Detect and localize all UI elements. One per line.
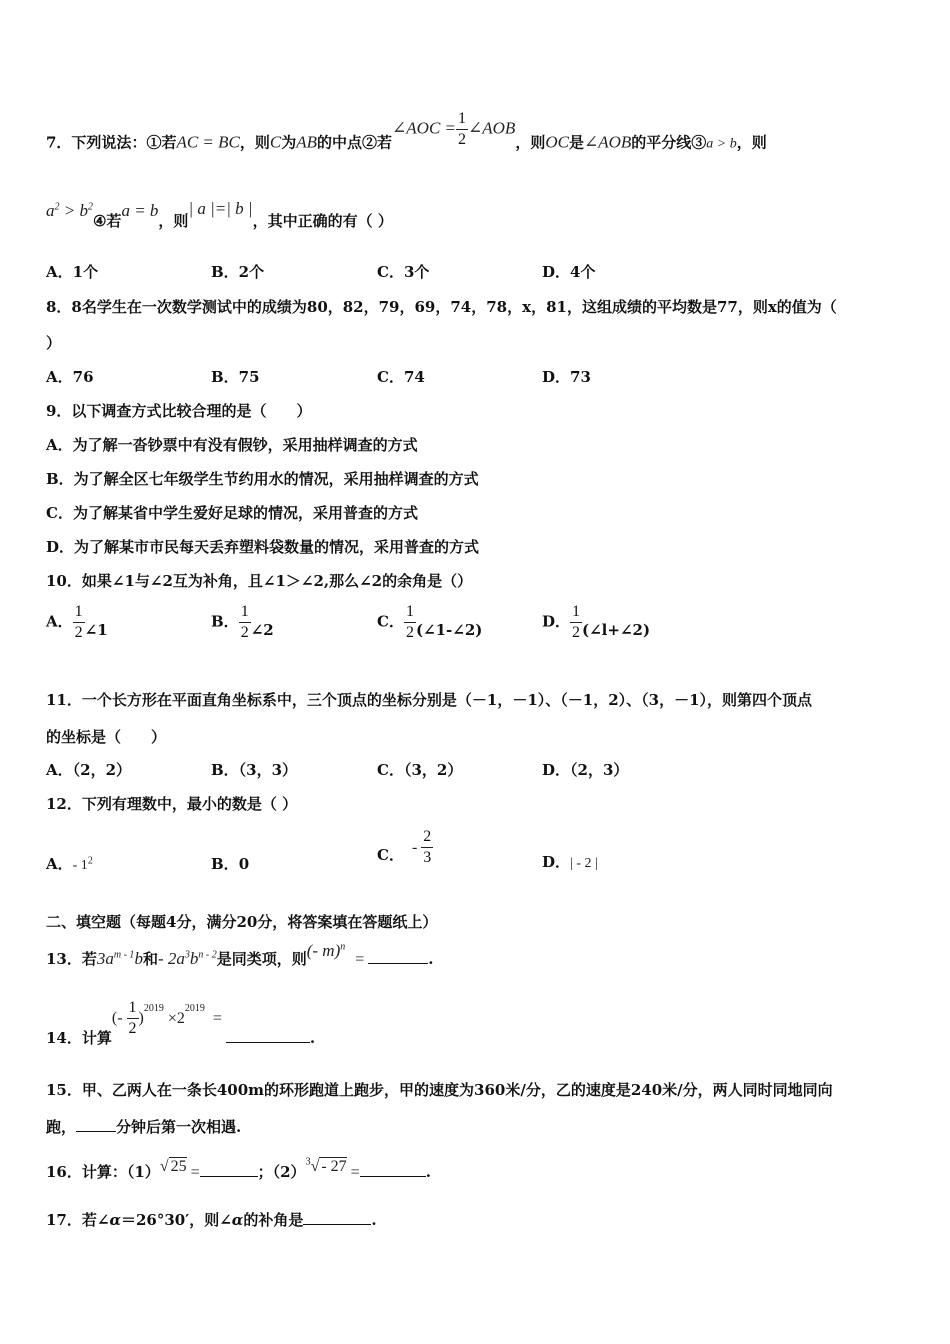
q12-option-b [211, 853, 249, 874]
q15-answer-blank[interactable] [76, 1117, 116, 1132]
q17-alpha: α [109, 1211, 121, 1229]
q10-frac-a [73, 604, 85, 641]
q7-line2 [46, 199, 393, 231]
q10-frac-den: 2 [405, 624, 414, 641]
q14-answer-blank[interactable] [226, 1028, 310, 1043]
q16-eq1: = [190, 1164, 200, 1181]
q7-frac-num: 1 [456, 111, 468, 130]
q13-e2-mid: b [189, 949, 199, 968]
q7-text: 的平分线③ [631, 133, 707, 152]
q7-fraction [456, 111, 468, 148]
q16-answer-blank-1[interactable] [200, 1162, 258, 1177]
q15-text: 跑， [46, 1118, 77, 1136]
q10-frac-num: 1 [404, 604, 416, 623]
q14-eq: = [212, 1009, 222, 1027]
q17-text: ＝26°30′，则∠ [121, 1211, 232, 1229]
q11-option-d: D．（2，3） [542, 761, 629, 779]
q7-sq-exp-b: 2 [87, 201, 93, 213]
q13-text: 和 [142, 950, 158, 968]
q7-text: ，则 [736, 133, 767, 152]
q7-option-d: D．4个 [542, 263, 596, 281]
q7-math-c: C [269, 132, 282, 152]
q10-expr-a: ∠1 [84, 620, 108, 639]
q9-option-b: B．为了解全区七年级学生节约用水的情况，采用抽样调查的方式 [46, 470, 479, 488]
q9-option-a: A．为了解一沓钞票中有没有假钞，采用抽样调查的方式 [46, 436, 418, 454]
q16-text: 16．计算：（1） [46, 1163, 160, 1181]
q10-stem: 10．如果∠1与∠2互为补角，且∠1＞∠2,那么∠2的余角是（） [46, 572, 473, 590]
q13-answer-blank[interactable] [368, 949, 428, 964]
q11-stem: 11．一个长方形在平面直角坐标系中，三个顶点的坐标分别是（－1，－1）、（－1，2）、（3，－1），则第四个顶点 [46, 691, 813, 709]
q7-option-b: B．2个 [211, 263, 265, 281]
q11-option-a: A．（2，2） [46, 761, 132, 779]
q10-frac-c [404, 604, 416, 641]
q16-line [46, 1156, 431, 1182]
q12-label-d: D． [542, 853, 571, 871]
q8-option-a: A．76 [46, 368, 94, 386]
q14-line [46, 999, 316, 1047]
q7-text: ④若 [92, 212, 122, 230]
q16-cbrt: $^3$√ - 27 [305, 1156, 347, 1175]
q17-text: . [371, 1211, 377, 1229]
q7-sq-a: a [46, 201, 55, 220]
q7-option-a: A．1个 [46, 263, 99, 281]
q10-expr-d: (∠l+∠2) [582, 620, 651, 639]
q14-text: . [309, 1028, 316, 1047]
q12-label-c: C． [377, 845, 404, 864]
q12-label-b: B． [211, 855, 239, 873]
q10-frac-den: 2 [572, 624, 581, 641]
q10-expr-b: ∠2 [250, 620, 274, 639]
q12-c-sign: - [411, 838, 418, 856]
q13-e2-base: - 2a [157, 949, 185, 968]
q7-math-ac-bc: AC = BC [176, 132, 240, 152]
q14-close: ) [138, 1009, 144, 1027]
q13-eq: = [355, 951, 365, 968]
q10-frac-num: 1 [570, 604, 582, 623]
q7-frac-den: 2 [458, 131, 467, 148]
q16-sqrt: √ 25 [159, 1158, 187, 1175]
q13-e2-exp2: n - 2 [198, 949, 217, 961]
q12-c-num: 2 [421, 829, 433, 848]
q7-math-oc: OC [545, 132, 569, 152]
q13-text: . [428, 950, 434, 968]
q14-text: 14．计算 [46, 1028, 112, 1047]
q10-label-c: C． [377, 612, 404, 631]
q10-frac-den: 2 [240, 624, 249, 641]
q7-sq-b: > b [59, 201, 88, 220]
q10-frac-b [239, 604, 251, 641]
q12-frac-c [421, 829, 433, 866]
q14-frac-den: 2 [128, 1020, 137, 1037]
q7-text: 为 [281, 133, 297, 152]
q10-frac-num: 1 [73, 604, 85, 623]
q14-fraction [127, 1000, 139, 1037]
q7-line1 [46, 110, 767, 162]
q15-text: 分钟后第一次相遇. [116, 1118, 242, 1136]
q12-label-a: A． [46, 855, 73, 873]
q16-eq2: = [350, 1164, 360, 1181]
q16-answer-blank-2[interactable] [360, 1162, 426, 1177]
q10-option-d [542, 604, 650, 641]
q9-stem: 9．以下调查方式比较合理的是（ ） [46, 402, 312, 420]
q10-frac-d [570, 604, 582, 641]
q12-expr-d: | - 2 | [570, 856, 598, 871]
q10-label-b: B． [211, 612, 239, 631]
q7-math-abs: | a |=| b | [188, 199, 253, 218]
q16-radicand1: 25 [170, 1158, 187, 1175]
q13-expr1 [97, 949, 143, 968]
q11-option-b: B．（3，3） [211, 761, 298, 779]
q17-answer-blank[interactable] [303, 1210, 371, 1225]
q7-option-c: C．3个 [377, 263, 430, 281]
q12-stem: 12．下列有理数中，最小的数是（ ） [46, 795, 298, 813]
q7-math-a-eq-b: a = b [121, 201, 159, 220]
q8-stem: 8．8名学生在一次数学测试中的成绩为80，82，79，69，74，78，x，81，这组成绩的平均数是77，则x的值为（ [46, 298, 837, 316]
q12-a-exp: 2 [87, 855, 93, 867]
q13-expr2 [158, 949, 217, 968]
section-fill-in-heading: 二、填空题（每题4分，满分20分，将答案填在答题纸上） [46, 913, 438, 931]
q10-frac-den: 2 [74, 624, 83, 641]
q7-math-aob2: ∠AOB [583, 132, 632, 152]
q8-option-d: D．73 [542, 368, 591, 386]
q10-option-a [46, 604, 108, 641]
q16-radicand2: - 27 [321, 1158, 347, 1175]
q13-expr3 [307, 941, 346, 960]
q13-e1-tail: b [134, 949, 143, 968]
q15-stem: 15．甲、乙两人在一条长400m的环形跑道上跑步，甲的速度为360米/分，乙的速度是240米/分，两人同时同地同向 [46, 1081, 833, 1099]
q12-option-c [377, 829, 433, 866]
q13-e3-exp: n [340, 941, 346, 953]
q8-option-b: B．75 [211, 368, 260, 386]
q7-text: 是 [568, 133, 584, 152]
q7-angle-equation [392, 111, 515, 148]
q9-option-c: C．为了解某省中学生爱好足球的情况，采用普查的方式 [46, 504, 418, 522]
q12-expr-b: 0 [238, 855, 250, 873]
q16-index: 3 [305, 1156, 311, 1168]
q14-open: (- [111, 1009, 123, 1027]
q14-exp2: 2019 [184, 1002, 205, 1014]
q17-text: 17．若∠ [46, 1211, 110, 1229]
q12-option-d [542, 851, 598, 872]
q10-label-a: A． [46, 612, 73, 631]
q12-option-a [46, 853, 93, 874]
q7-text: ，其中正确的有（ ） [252, 212, 393, 230]
q12-c-den: 3 [423, 849, 432, 866]
q12-expr-a [72, 855, 93, 873]
q7-sq-exp-a: 2 [54, 201, 60, 213]
q8-stem-cont: ） [46, 334, 62, 352]
q17-line [46, 1209, 377, 1230]
q9-option-d: D．为了解某市市民每天丢弃塑料袋数量的情况，采用普查的方式 [46, 538, 480, 556]
q11-stem-cont: 的坐标是（ ） [46, 728, 167, 746]
q7-text: ，则 [515, 133, 546, 152]
q16-text: ；（2） [257, 1163, 306, 1181]
q14-exp1: 2019 [143, 1002, 164, 1014]
q17-alpha: α [231, 1211, 244, 1229]
q16-text: . [425, 1163, 431, 1181]
q7-math-aoc: ∠AOC = [392, 118, 457, 138]
q7-text: 7．下列说法：①若 [46, 133, 177, 152]
q7-math-squares [46, 201, 93, 220]
q13-text: 是同类项，则 [216, 950, 307, 968]
q10-option-c [377, 604, 482, 641]
q17-text: 的补角是 [243, 1211, 304, 1229]
q12-a-base: - 1 [72, 858, 88, 873]
q13-e1-exp: m - 1 [113, 949, 135, 961]
q7-text: ，则 [239, 133, 270, 152]
q7-math-a-gt-b: a > b [706, 136, 737, 152]
q14-times: ×2 [167, 1009, 185, 1027]
q7-text: ，则 [158, 212, 189, 230]
q10-option-b [211, 604, 274, 641]
q8-option-c: C．74 [377, 368, 425, 386]
q15-stem-cont [46, 1116, 241, 1137]
q7-math-ab: AB [296, 132, 318, 152]
q11-option-c: C．（3，2） [377, 761, 463, 779]
q13-text: 13．若 [46, 950, 97, 968]
q13-e1-base: 3a [96, 949, 114, 968]
q14-frac-num: 1 [127, 1000, 139, 1019]
q13-line [46, 941, 434, 969]
q10-frac-num: 1 [239, 604, 251, 623]
q13-e3: (- m) [306, 941, 341, 960]
q13-e2-exp1: 3 [184, 949, 190, 961]
q7-math-aob: ∠AOB [468, 118, 516, 138]
q10-expr-c: (∠1-∠2) [415, 620, 483, 639]
q7-text: 的中点②若 [317, 133, 393, 152]
q10-label-d: D． [542, 612, 571, 631]
